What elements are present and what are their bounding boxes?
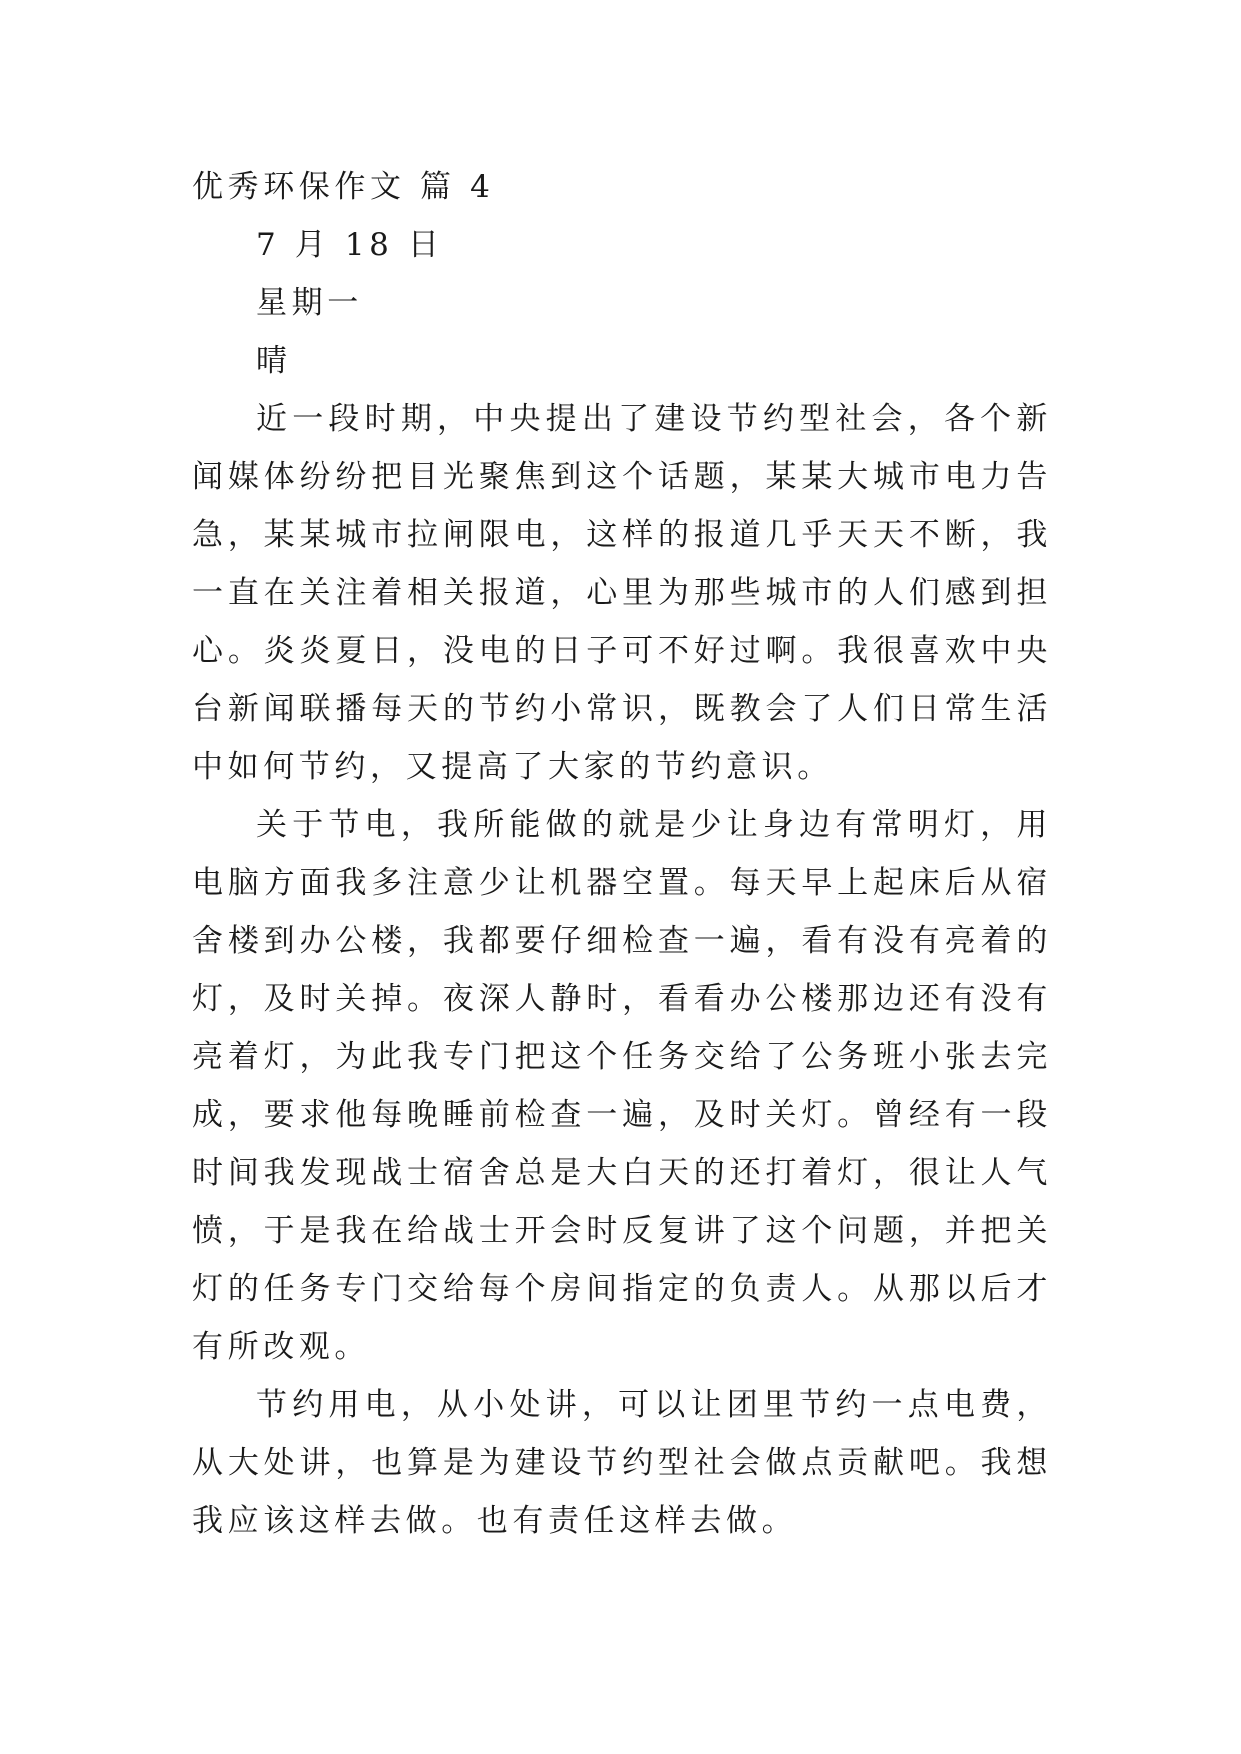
diary-weather: 晴 [256, 343, 292, 379]
diary-weekday: 星期一 [256, 285, 363, 321]
document-title: 优秀环保作文 篇 4 [192, 169, 495, 205]
paragraph-2: 关于节电，我所能做的就是少让身边有常明灯，用电脑方面我多注意少让机器空置。每天早上起床后从宿舍楼到办公楼，我都要仔细检查一遍，看有没有亮着的灯，及时关掉。夜深人静时，看看办公楼那边还有没有亮着灯，为此我专门把这个任务交给了公务班小张去完成，要求他每晚睡前检查一遍，及时关灯。曾经有一段时间我发现战士宿舍总是大白天的还打着灯，很让人气愤，于是我在给战士开会时反复讲了这个问题，并把关灯的任务专门交给每个房间指定的负责人。从那以后才有所改观。 [192, 807, 1052, 1365]
diary-date: 7 月 18 日 [256, 227, 444, 263]
document-body [192, 158, 1052, 1550]
paragraph-1: 近一段时期，中央提出了建设节约型社会，各个新闻媒体纷纷把目光聚焦到这个话题，某某大城市电力告急，某某城市拉闸限电，这样的报道几乎天天不断，我一直在关注着相关报道，心里为那些城市的人们感到担心。炎炎夏日，没电的日子可不好过啊。我很喜欢中央台新闻联播每天的节约小常识，既教会了人们日常生活中如何节约，又提高了大家的节约意识。 [192, 401, 1052, 785]
paragraph-3: 节约用电，从小处讲，可以让团里节约一点电费，从大处讲，也算是为建设节约型社会做点贡献吧。我想我应该这样去做。也有责任这样去做。 [192, 1387, 1052, 1539]
